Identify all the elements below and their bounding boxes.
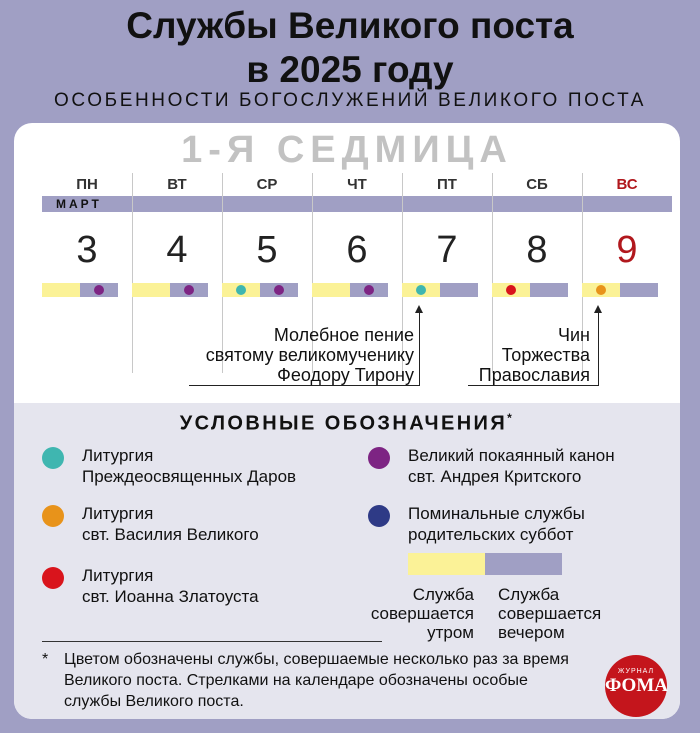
- legend-text: [408, 503, 585, 545]
- caption-line: совершается: [498, 604, 602, 623]
- arrow-sunday-icon: [594, 305, 602, 313]
- legend-evening-swatch: [485, 553, 562, 575]
- service-dot-icon: [236, 285, 246, 295]
- legend-line: свт. Василия Великого: [82, 525, 259, 544]
- service-bar: [42, 283, 118, 297]
- service-bar: [222, 283, 298, 297]
- month-label: МАРТ: [56, 197, 102, 211]
- foma-logo: [605, 655, 667, 717]
- page-title: [0, 4, 700, 92]
- legend-title-mark: *: [507, 411, 515, 425]
- service-bar: [312, 283, 388, 297]
- day-name: ВТ: [167, 176, 187, 193]
- title-line-1: Службы Великого поста: [126, 5, 574, 46]
- week-title: 1-Я СЕДМИЦА: [181, 129, 513, 171]
- arrow-friday-line: [419, 313, 420, 385]
- arrow-friday-icon: [415, 305, 423, 313]
- day-number: 4: [166, 229, 188, 271]
- service-dot-icon: [364, 285, 374, 295]
- note-sunday-line: Православия: [478, 365, 590, 385]
- service-bar: [492, 283, 568, 297]
- day-number: 8: [526, 229, 548, 271]
- caption-line: утром: [427, 623, 474, 642]
- logo-small-text: ЖУРНАЛ: [617, 668, 655, 675]
- day-name: ЧТ: [347, 176, 367, 193]
- legend-dot-icon: [42, 567, 64, 589]
- evening-segment: [620, 283, 658, 297]
- service-dot-icon: [506, 285, 516, 295]
- footnote-text: Цветом обозначены службы, совершаемые несколько раз за время Великого поста. Стрелками на календаре обозначены особые службы Великого поста.: [64, 651, 569, 710]
- arrow-sunday-base: [468, 385, 599, 386]
- service-dot-icon: [274, 285, 284, 295]
- note-sunday-line: Торжества: [501, 345, 590, 365]
- legend-line: Поминальные службы: [408, 504, 585, 523]
- day-separator: [132, 173, 133, 373]
- legend-line: Великий покаянный канон: [408, 446, 615, 465]
- arrow-sunday-line: [598, 313, 599, 385]
- morning-segment: [132, 283, 170, 297]
- caption-line: совершается: [370, 604, 474, 623]
- legend-morning-caption: [344, 585, 474, 642]
- legend-line: свт. Андрея Критского: [408, 467, 582, 486]
- service-dot-icon: [596, 285, 606, 295]
- morning-segment: [42, 283, 80, 297]
- legend-text: [82, 445, 296, 487]
- legend-line: Преждеосвященных Даров: [82, 467, 297, 486]
- calendar-card: [14, 123, 680, 719]
- legend-dot-icon: [368, 447, 390, 469]
- legend-text: [82, 565, 259, 607]
- day-number: 5: [256, 229, 278, 271]
- legend-line: Литургия: [82, 566, 154, 585]
- day-name: ПН: [76, 176, 98, 193]
- day-number: 6: [346, 229, 368, 271]
- day-name: СБ: [526, 176, 548, 193]
- footnote-star: *: [42, 651, 49, 668]
- service-bar: [582, 283, 658, 297]
- logo-big-text: ФОМА: [605, 675, 668, 696]
- note-sunday: [434, 325, 590, 385]
- note-friday: [154, 325, 414, 385]
- day-name: СР: [256, 176, 278, 193]
- caption-line: вечером: [498, 623, 565, 642]
- note-friday-line: Молебное пение: [273, 325, 414, 345]
- legend-morning-swatch: [408, 553, 485, 575]
- service-bar: [402, 283, 478, 297]
- day-number: 9: [616, 229, 638, 271]
- day-number: 3: [76, 229, 98, 271]
- service-dot-icon: [184, 285, 194, 295]
- legend-line: Литургия: [82, 504, 154, 523]
- page-subtitle: ОСОБЕННОСТИ БОГОСЛУЖЕНИЙ ВЕЛИКОГО ПОСТА: [53, 90, 646, 111]
- note-friday-line: святому великомученику: [205, 345, 414, 365]
- legend-text: [82, 503, 259, 545]
- day-name: ПТ: [437, 176, 457, 193]
- legend-line: свт. Иоанна Златоуста: [82, 587, 259, 606]
- legend-text: [408, 445, 615, 487]
- service-dot-icon: [416, 285, 426, 295]
- legend-evening-caption: [498, 585, 628, 642]
- legend-line: родительских суббот: [408, 525, 574, 544]
- note-friday-line: Феодору Тирону: [277, 365, 414, 385]
- caption-line: Служба: [412, 585, 474, 604]
- evening-segment: [440, 283, 478, 297]
- day-column: [582, 173, 672, 373]
- legend-dot-icon: [42, 447, 64, 469]
- legend-title-text: УСЛОВНЫЕ ОБОЗНАЧЕНИЯ: [179, 412, 508, 435]
- legend-line: Литургия: [82, 446, 154, 465]
- day-column: [42, 173, 132, 373]
- caption-line: Служба: [498, 585, 560, 604]
- legend-dot-icon: [368, 505, 390, 527]
- day-name: ВС: [616, 176, 638, 193]
- evening-segment: [530, 283, 568, 297]
- service-bar: [132, 283, 208, 297]
- morning-segment: [312, 283, 350, 297]
- legend-title: [14, 411, 680, 436]
- legend-dot-icon: [42, 505, 64, 527]
- service-dot-icon: [94, 285, 104, 295]
- arrow-friday-base: [189, 385, 420, 386]
- day-number: 7: [436, 229, 458, 271]
- title-line-2: в 2025 году: [246, 49, 454, 90]
- note-sunday-line: Чин: [558, 325, 590, 345]
- footnote-divider: [42, 641, 382, 642]
